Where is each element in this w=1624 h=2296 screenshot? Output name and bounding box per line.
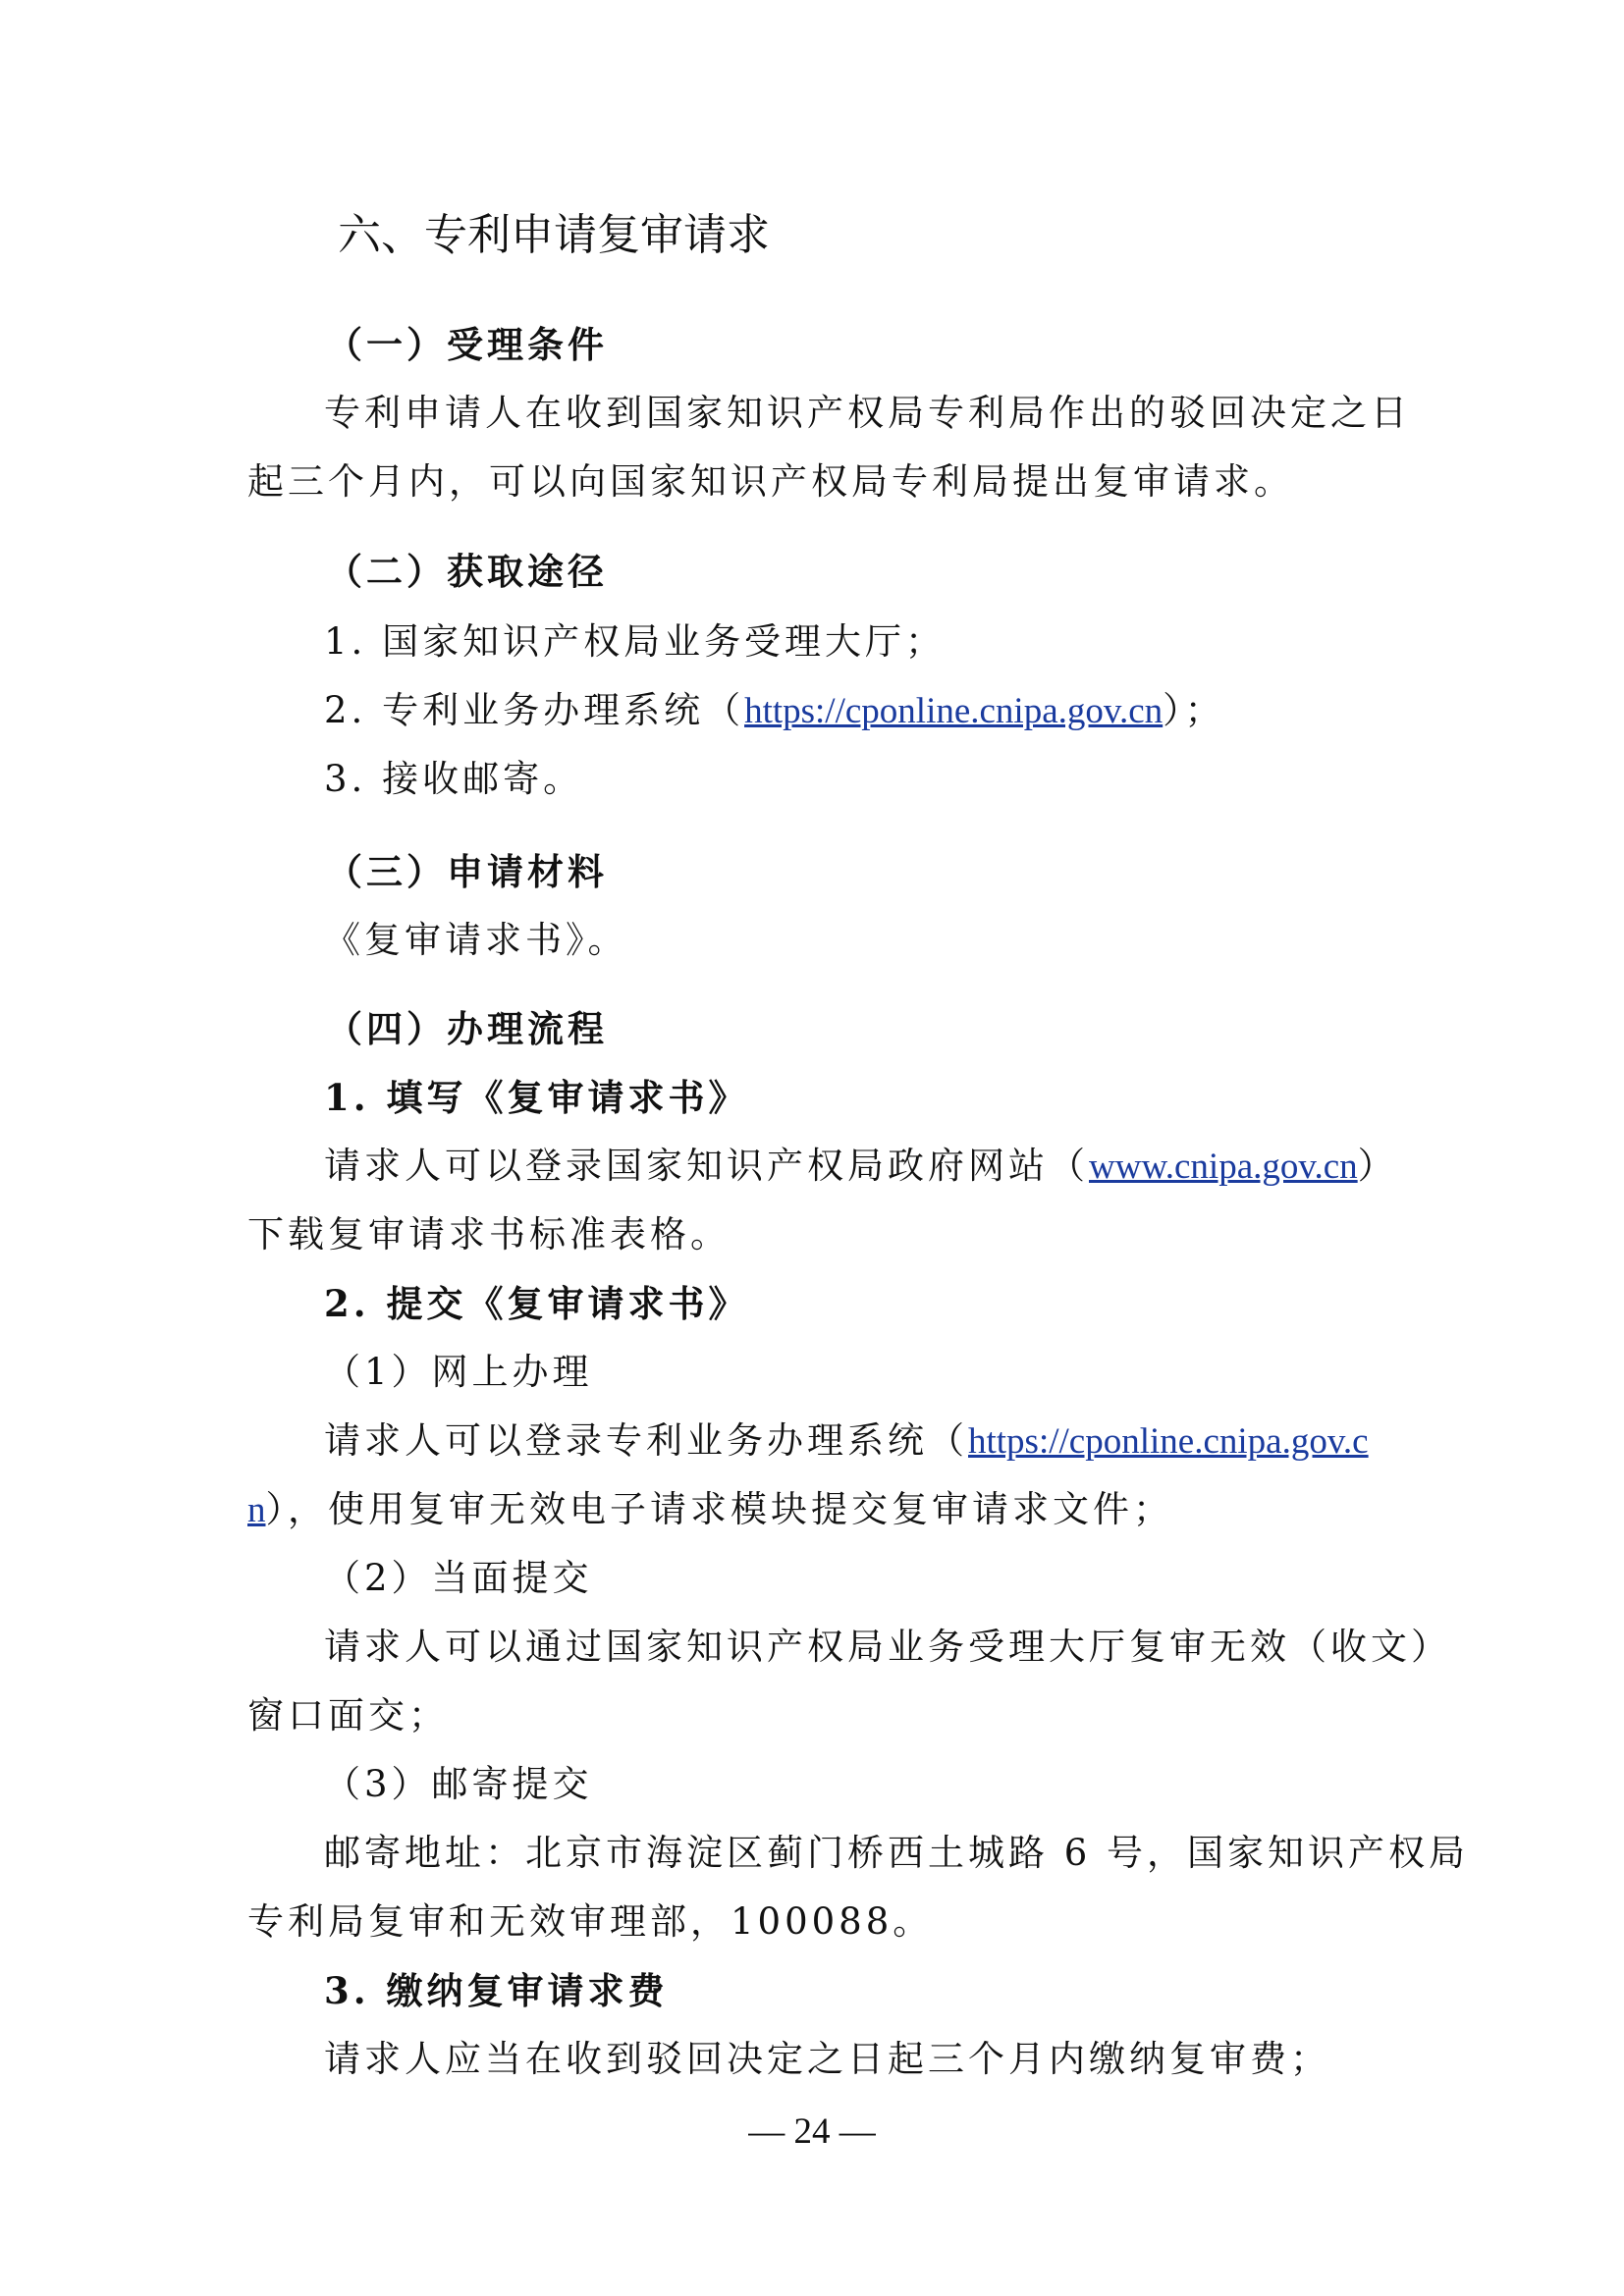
page-number: — 24 — xyxy=(748,2111,876,2152)
online-line1 xyxy=(324,1415,1369,1468)
online-label: （1）网上办理 xyxy=(324,1351,593,1393)
channel-item-2 xyxy=(324,685,1225,737)
step1-line1-prefix: 请求人可以登录国家知识产权局政府网站（ xyxy=(324,1145,1089,1187)
heading-application-materials: （三）申请材料 xyxy=(326,850,608,893)
mail-line1: 邮寄地址：北京市海淀区蓟门桥西土城路 6 号，国家知识产权局 xyxy=(324,1832,1470,1874)
acceptance-text-line1: 专利申请人在收到国家知识产权局专利局作出的驳回决定之日 xyxy=(324,392,1411,434)
section-title: 六、专利申请复审请求 xyxy=(338,210,770,260)
step3-line1: 请求人应当在收到驳回决定之日起三个月内缴纳复审费； xyxy=(324,2038,1330,2080)
mail-label: （3）邮寄提交 xyxy=(324,1763,593,1805)
step2-heading: 2. 提交《复审请求书》 xyxy=(324,1282,749,1325)
channel-item-1: 1. 国家知识产权局业务受理大厅； xyxy=(324,620,947,663)
step3-heading: 3. 缴纳复审请求费 xyxy=(324,1969,669,2012)
cponline-link-2-part1[interactable]: https://cponline.cnipa.gov.c xyxy=(968,1421,1369,1462)
online-line1-prefix: 请求人可以登录专利业务办理系统（ xyxy=(324,1419,968,1462)
heading-access-channels: （二）获取途径 xyxy=(326,550,608,593)
cponline-link[interactable]: https://cponline.cnipa.gov.cn xyxy=(744,691,1164,731)
in-person-line1: 请求人可以通过国家知识产权局业务受理大厅复审无效（收文） xyxy=(324,1626,1451,1668)
step1-line2: 下载复审请求书标准表格。 xyxy=(247,1213,731,1255)
mail-line2: 专利局复审和无效审理部，100088。 xyxy=(247,1900,934,1943)
heading-process: （四）办理流程 xyxy=(326,1007,608,1050)
in-person-label: （2）当面提交 xyxy=(324,1557,593,1599)
online-line2 xyxy=(247,1484,1173,1536)
channel-item-2-suffix: ）； xyxy=(1163,689,1225,731)
in-person-line2: 窗口面交； xyxy=(247,1694,449,1736)
channel-item-3: 3. 接收邮寄。 xyxy=(324,758,584,800)
materials-text: 《复审请求书》。 xyxy=(324,919,628,961)
step1-line1-suffix: ） xyxy=(1357,1145,1398,1187)
heading-acceptance-conditions: （一）受理条件 xyxy=(326,323,608,366)
cponline-link-2-part2[interactable]: n xyxy=(247,1490,266,1530)
step1-line1 xyxy=(324,1141,1398,1193)
step1-heading: 1. 填写《复审请求书》 xyxy=(324,1076,749,1119)
online-line2-suffix: ），使用复审无效电子请求模块提交复审请求文件； xyxy=(265,1488,1173,1530)
acceptance-text-line2: 起三个月内，可以向国家知识产权局专利局提出复审请求。 xyxy=(247,460,1294,503)
cnipa-website-link[interactable]: www.cnipa.gov.cn xyxy=(1089,1147,1358,1187)
channel-item-2-prefix: 2. 专利业务办理系统（ xyxy=(324,689,745,731)
